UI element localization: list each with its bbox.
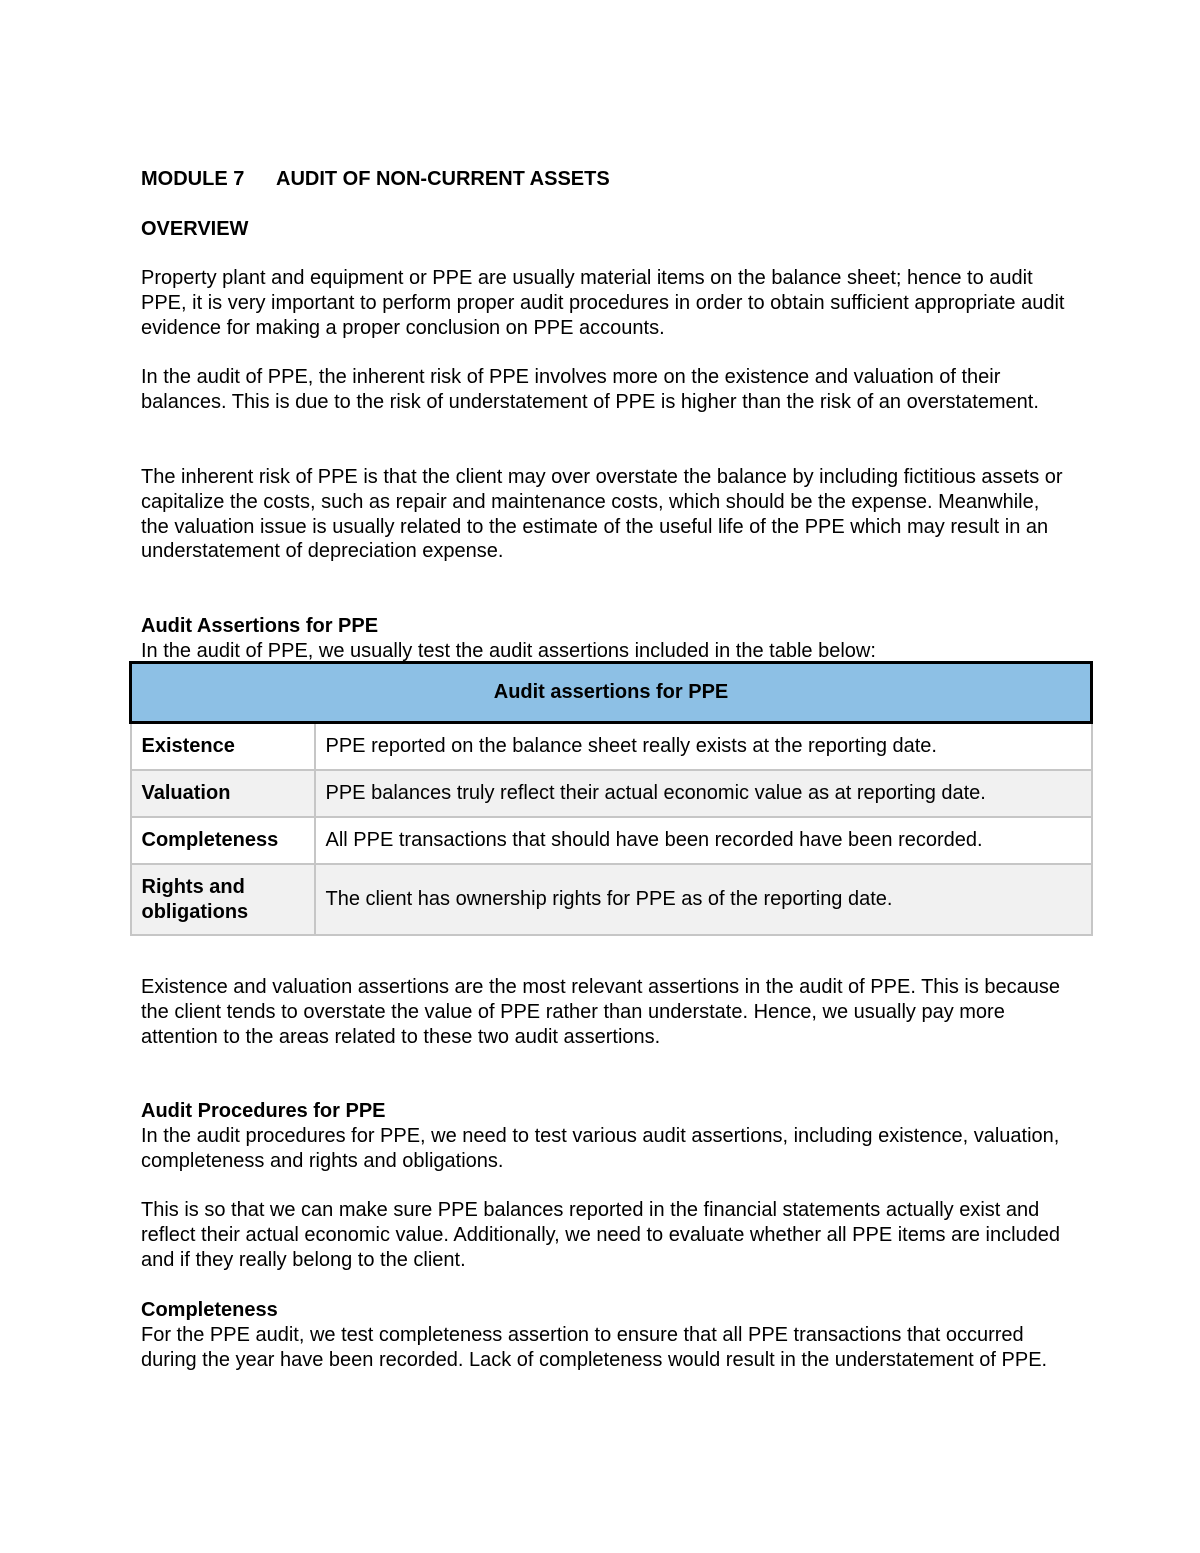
module-number: MODULE 7	[141, 168, 245, 190]
module-name: AUDIT OF NON-CURRENT ASSETS	[276, 168, 610, 190]
assertions-table	[129, 661, 1093, 936]
assertions-heading: Audit Assertions for PPE	[141, 615, 379, 637]
table-row	[131, 817, 1092, 864]
assertion-description: PPE balances truly reflect their actual economic value as at reporting date.	[315, 770, 1092, 817]
completeness-heading: Completeness	[141, 1299, 278, 1321]
assertion-term: Completeness	[131, 817, 315, 864]
assertion-term: Valuation	[131, 770, 315, 817]
assertion-description: PPE reported on the balance sheet really exists at the reporting date.	[315, 723, 1092, 771]
table-row	[131, 723, 1092, 771]
overview-paragraph-2: In the audit of PPE, the inherent risk of PPE involves more on the existence and valuation of their balances. This is due to the risk of understatement of PPE is higher than the risk of an overstatement.	[141, 366, 1039, 413]
overview-paragraph-3: The inherent risk of PPE is that the client may over overstate the balance by including fictitious assets or capitalize the costs, such as repair and maintenance costs, which should be the expense. Meanwhile, the valuation issue is usually related to the estimate of the useful life of the PPE which may result in an understatement of depreciation expense.	[141, 466, 1063, 563]
procedures-paragraph-1: In the audit procedures for PPE, we need to test various audit assertions, including existence, valuation, completeness and rights and obligations.	[141, 1125, 1060, 1172]
assertion-term: Existence	[131, 723, 315, 771]
assertions-intro: In the audit of PPE, we usually test the audit assertions included in the table below:	[141, 640, 876, 662]
overview-paragraph-1: Property plant and equipment or PPE are usually material items on the balance sheet; hence to audit PPE, it is very important to perform proper audit procedures in order to obtain sufficient appropriate audit evidence for making a proper conclusion on PPE accounts.	[141, 267, 1065, 339]
assertions-after-paragraph: Existence and valuation assertions are the most relevant assertions in the audit of PPE. This is because the client tends to overstate the value of PPE rather than understate. Hence, we usually pay more attention to the areas related to these two audit assertions.	[141, 976, 1061, 1048]
overview-heading: OVERVIEW	[141, 218, 249, 240]
table-row	[131, 864, 1092, 935]
assertion-description: The client has ownership rights for PPE as of the reporting date.	[315, 864, 1092, 935]
assertion-description: All PPE transactions that should have been recorded have been recorded.	[315, 817, 1092, 864]
assertion-term: Rights and obligations	[131, 864, 315, 935]
completeness-paragraph: For the PPE audit, we test completeness assertion to ensure that all PPE transactions that occurred during the year have been recorded. Lack of completeness would result in the understatement of PPE.	[141, 1324, 1048, 1371]
module-title	[141, 167, 610, 192]
table-header-row	[131, 663, 1092, 723]
table-header: Audit assertions for PPE	[131, 663, 1092, 723]
table-row	[131, 770, 1092, 817]
procedures-heading: Audit Procedures for PPE	[141, 1100, 386, 1122]
procedures-paragraph-2: This is so that we can make sure PPE balances reported in the financial statements actually exist and reflect their actual economic value. Additionally, we need to evaluate whether all PPE items are included and if they really belong to the client.	[141, 1199, 1061, 1271]
